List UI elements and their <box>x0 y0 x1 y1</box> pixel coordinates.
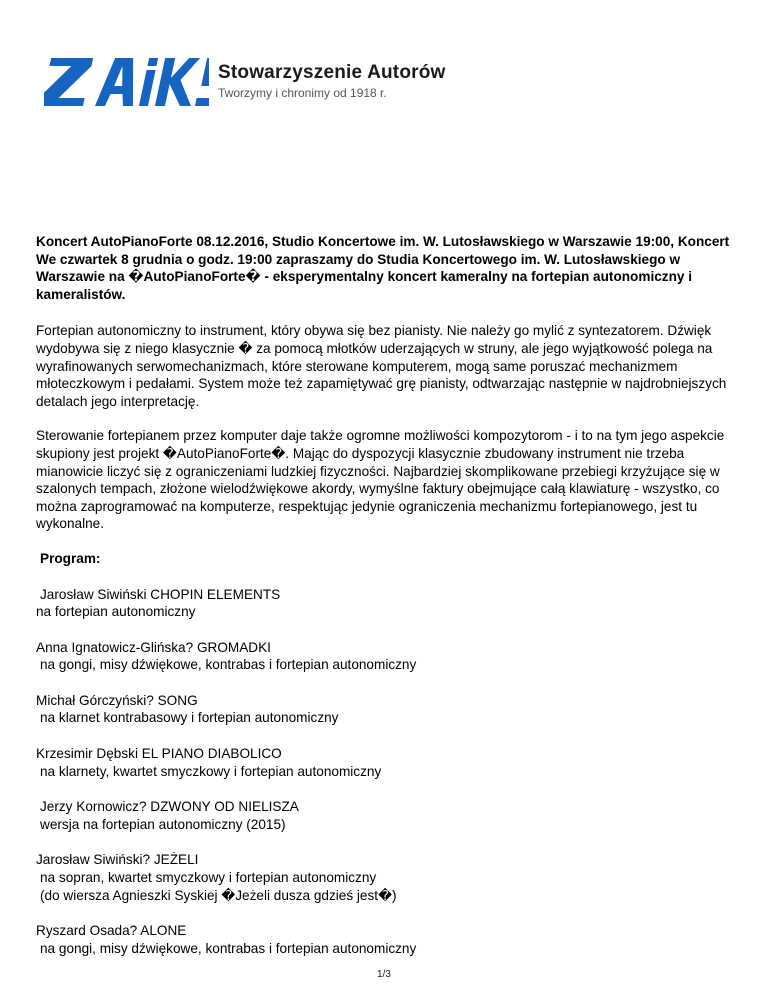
program-item-scoring: na gongi, misy dźwiękowe, kontrabas i fortepian autonomiczny <box>40 940 417 956</box>
program-item-title: Jerzy Kornowicz? DZWONY OD NIELISZA <box>40 799 299 815</box>
program-item <box>36 798 736 833</box>
program-item <box>36 692 736 727</box>
program-item-title: Jarosław Siwiński? JEŻELI <box>36 852 199 868</box>
page-number: 1/3 <box>377 969 391 980</box>
program-item-title: Ryszard Osada? ALONE <box>36 923 187 939</box>
program-heading: Program: <box>40 550 101 566</box>
program-item-title: Krzesimir Dębski EL PIANO DIABOLICO <box>36 746 282 762</box>
program-item-scoring: wersja na fortepian autonomiczny (2015) <box>40 816 286 832</box>
program-item-title: Jarosław Siwiński CHOPIN ELEMENTS <box>40 586 281 602</box>
program-item <box>36 586 736 621</box>
org-name: Stowarzyszenie Autorów <box>218 62 446 83</box>
program-item-scoring: na fortepian autonomiczny <box>36 604 196 620</box>
article-body <box>36 233 736 975</box>
program-item-title: Anna Ignatowicz-Glińska? GROMADKI <box>36 639 271 655</box>
zaiks-logo-icon <box>44 54 209 110</box>
program-item <box>36 745 736 780</box>
program-item-note: (do wiersza Agnieszki Syskiej �Jeżeli dusza gdzieś jest�) <box>40 887 397 903</box>
program-item-scoring: na klarnet kontrabasowy i fortepian autonomiczny <box>40 710 339 726</box>
article-title: Koncert AutoPianoForte 08.12.2016, Studio Koncertowe im. W. Lutosławskiego w Warszawie 19:00, Koncert We czwartek 8 grudnia o godz. 19:00 zapraszamy do Studia Koncertowego im. W. Lutosławskiego w Warszawie na �AutoPianoForte� - eksperymentalny koncert kameralny na fortepian autonomiczny i kameralistów. <box>36 234 730 302</box>
program-item <box>36 851 736 904</box>
paragraph-composers: Sterowanie fortepianem przez komputer daje także ogromne możliwości kompozytorom - i to na tym jego aspekcie skupiony jest projekt �AutoPianoForte�. Mając do dyspozycji klasycznie zbudowany instrument nie trzeba mianowicie liczyć się z ograniczeniami ludzkiej fizyczności. Najbardziej skomplikowane przebiegi krzyżujące się w szalonych tempach, złożone wielodźwiękowe akordy, wymyślne faktury obejmujące całą klawiaturę - wszystko, co można zaprogramować na komputerze, respektując jedynie ograniczenia mechanizmu fortepianowego, jest tu wykonalne. <box>36 428 725 532</box>
paragraph-intro: Fortepian autonomiczny to instrument, który obywa się bez pianisty. Nie należy go mylić z syntezatorem. Dźwięk wydobywa się z niego klasycznie � za pomocą młotków uderzających w struny, ale jego wyjątkowość polega na wyrafinowanych serwomechanizmach, które sterowane komputerem, mogą same poruszać mechanizmem młoteczkowym i pedałami. System może też zapamiętywać grę pianisty, odtwarzając następnie w najdrobniejszych detalach jego interpretację. <box>36 323 727 409</box>
org-tagline: Tworzymy i chronimy od 1918 r. <box>218 86 387 100</box>
program-item-scoring: na gongi, misy dźwiękowe, kontrabas i fortepian autonomiczny <box>40 657 417 673</box>
program-item-title: Michał Górczyński? SONG <box>36 692 198 708</box>
program-item <box>36 639 736 674</box>
program-item <box>36 922 736 957</box>
program-item-scoring: na sopran, kwartet smyczkowy i fortepian autonomiczny <box>40 870 377 886</box>
program-item-scoring: na klarnety, kwartet smyczkowy i fortepian autonomiczny <box>40 763 382 779</box>
